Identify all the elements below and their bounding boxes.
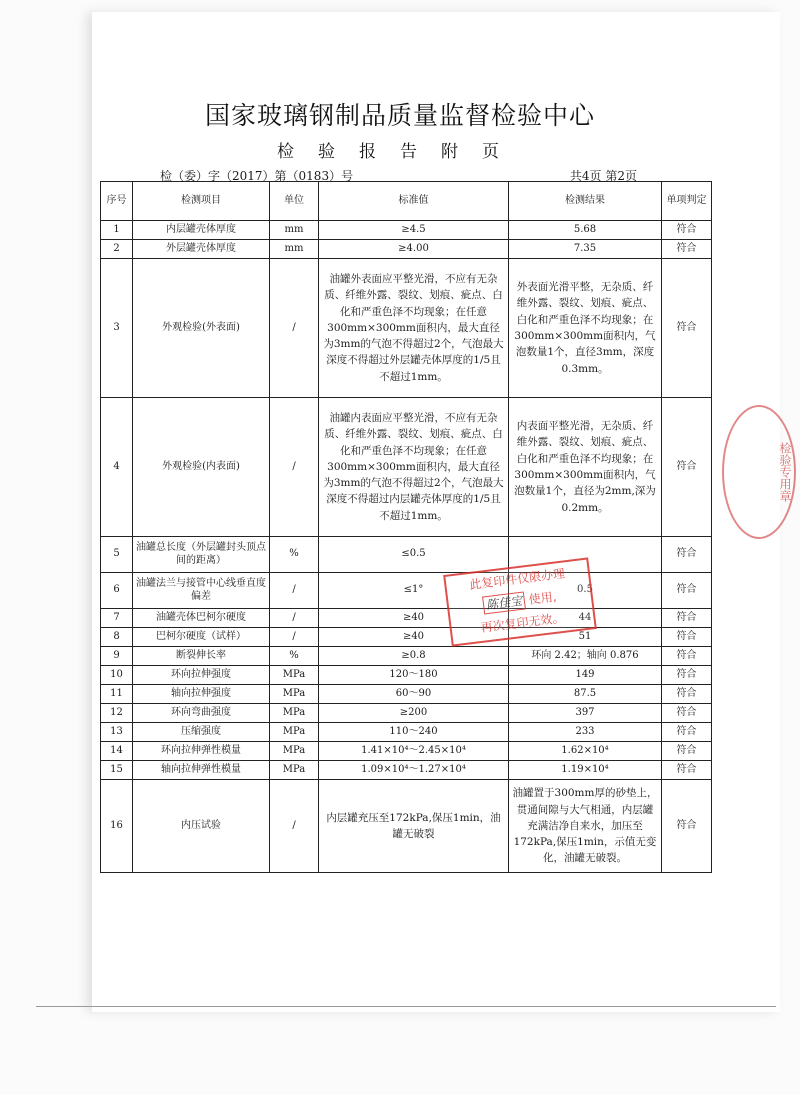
cell-no: 13: [101, 723, 133, 742]
cell-item: 内压试验: [133, 780, 270, 873]
cell-unit: MPa: [270, 761, 319, 780]
table-row: [101, 742, 712, 761]
cell-unit: /: [270, 609, 319, 628]
cell-result: 5.68: [509, 221, 662, 240]
cell-result: 1.19×10⁴: [509, 761, 662, 780]
cell-item: 油罐法兰与接管中心线垂直度偏差: [133, 573, 270, 609]
table-row: [101, 666, 712, 685]
cell-result: 397: [509, 704, 662, 723]
cell-no: 2: [101, 240, 133, 259]
cell-item: 压缩强度: [133, 723, 270, 742]
cell-result: 0.5: [509, 573, 662, 609]
table-row: [101, 704, 712, 723]
cell-verdict: 符合: [662, 761, 712, 780]
cell-standard: ≥200: [319, 704, 509, 723]
cell-result: 149: [509, 666, 662, 685]
cell-result: 内表面平整光滑，无杂质、纤维外露、裂纹、划痕、疵点、白化和严重色泽不均现象；在300mm×300mm面积内，气泡数量1个，直径为2mm,深为0.2mm。: [509, 398, 662, 537]
cell-no: 9: [101, 647, 133, 666]
cell-item: 油罐壳体巴柯尔硬度: [133, 609, 270, 628]
header-cell-unit: 单位: [270, 182, 319, 221]
cell-item: 巴柯尔硬度（试样）: [133, 628, 270, 647]
cell-item: 环向拉伸强度: [133, 666, 270, 685]
header-cell-result: 检测结果: [509, 182, 662, 221]
cell-standard: 120～180: [319, 666, 509, 685]
table-row: [101, 573, 712, 609]
cell-unit: %: [270, 537, 319, 573]
cell-result: 油罐置于300mm厚的砂垫上，贯通间隙与大气相通，内层罐充满洁净自来水，加压至172kPa,保压1min，示值无变化，油罐无破裂。: [509, 780, 662, 873]
table-row: [101, 647, 712, 666]
header-cell-item: 检测项目: [133, 182, 270, 221]
cell-no: 12: [101, 704, 133, 723]
cell-standard: 1.41×10⁴～2.45×10⁴: [319, 742, 509, 761]
cell-item: 油罐总长度（外层罐封头顶点间的距离）: [133, 537, 270, 573]
cell-result: 1.62×10⁴: [509, 742, 662, 761]
cell-result: 44: [509, 609, 662, 628]
page-indicator: 共4页 第2页: [569, 169, 637, 183]
cell-standard: ≥40: [319, 628, 509, 647]
cell-verdict: 符合: [662, 398, 712, 537]
cell-no: 1: [101, 221, 133, 240]
cell-item: 轴向拉伸强度: [133, 685, 270, 704]
cell-unit: /: [270, 780, 319, 873]
cell-standard: 油罐内表面应平整光滑，不应有无杂质、纤维外露、裂纹、划痕、疵点、白化和严重色泽不均现象；在任意300mm×300mm面积内，最大直径为3mm的气泡不得超过2个，气泡最大深度不得超过内层罐壳体厚度的1/5且不超过1mm。: [319, 398, 509, 537]
cell-verdict: 符合: [662, 221, 712, 240]
table-row: [101, 723, 712, 742]
cell-standard: ≤1°: [319, 573, 509, 609]
cell-unit: mm: [270, 221, 319, 240]
cell-verdict: 符合: [662, 723, 712, 742]
cell-no: 14: [101, 742, 133, 761]
cell-verdict: 符合: [662, 609, 712, 628]
report-number: 检（委）字（2017）第（0183）号: [160, 169, 354, 183]
cell-no: 3: [101, 259, 133, 398]
cell-item: 外层罐壳体厚度: [133, 240, 270, 259]
cell-standard: ≤0.5: [319, 537, 509, 573]
header-cell-verdict: 单项判定: [662, 182, 712, 221]
cell-unit: %: [270, 647, 319, 666]
table-row: [101, 685, 712, 704]
cell-no: 6: [101, 573, 133, 609]
cell-unit: /: [270, 573, 319, 609]
cell-unit: MPa: [270, 666, 319, 685]
cell-unit: /: [270, 398, 319, 537]
cell-no: 7: [101, 609, 133, 628]
cell-result: 51: [509, 628, 662, 647]
stamp-signature: 陈佳宝: [482, 591, 526, 614]
cell-result: 外表面光滑平整，无杂质、纤维外露、裂纹、划痕、疵点、白化和严重色泽不均现象；在300mm×300mm面积内，气泡数量1个，直径3mm，深度0.3mm。: [509, 259, 662, 398]
table-row: [101, 537, 712, 573]
cell-standard: ≥40: [319, 609, 509, 628]
cell-no: 16: [101, 780, 133, 873]
cell-no: 10: [101, 666, 133, 685]
cell-no: 4: [101, 398, 133, 537]
side-seal: 检验专用章: [722, 405, 796, 539]
table-row: [101, 609, 712, 628]
cell-verdict: 符合: [662, 685, 712, 704]
table-row: [101, 761, 712, 780]
cell-no: 15: [101, 761, 133, 780]
document-title: 检验报告附页: [277, 142, 523, 162]
inspection-table: [100, 181, 712, 873]
bottom-divider: [36, 1006, 776, 1007]
table-header-row: [101, 182, 712, 221]
institution-title: 国家玻璃钢制品质量监督检验中心: [204, 101, 595, 130]
table-row: [101, 780, 712, 873]
cell-item: 轴向拉伸弹性模量: [133, 761, 270, 780]
table-row: [101, 240, 712, 259]
cell-unit: mm: [270, 240, 319, 259]
cell-verdict: 符合: [662, 666, 712, 685]
cell-item: 外观检验(内表面): [133, 398, 270, 537]
cell-unit: MPa: [270, 723, 319, 742]
cell-result: 87.5: [509, 685, 662, 704]
cell-verdict: 符合: [662, 573, 712, 609]
cell-item: 内层罐壳体厚度: [133, 221, 270, 240]
table-row: [101, 259, 712, 398]
cell-result: 233: [509, 723, 662, 742]
cell-standard: ≥4.5: [319, 221, 509, 240]
cell-verdict: 符合: [662, 628, 712, 647]
cell-unit: /: [270, 259, 319, 398]
table-row: [101, 628, 712, 647]
cell-unit: MPa: [270, 704, 319, 723]
stamp-line-2-suffix: 使用,: [527, 589, 558, 607]
cell-no: 11: [101, 685, 133, 704]
cell-item: 断裂伸长率: [133, 647, 270, 666]
cell-no: 5: [101, 537, 133, 573]
stamp-line-3: 再次复印无效。: [480, 610, 566, 635]
cell-standard: 1.09×10⁴～1.27×10⁴: [319, 761, 509, 780]
cell-no: 8: [101, 628, 133, 647]
cell-unit: /: [270, 628, 319, 647]
cell-result: 环向 2.42；轴向 0.876: [509, 647, 662, 666]
cell-standard: 油罐外表面应平整光滑，不应有无杂质、纤维外露、裂纹、划痕、疵点、白化和严重色泽不均现象；在任意300mm×300mm面积内，最大直径为3mm的气泡不得超过2个，气泡最大深度不得超过外层罐壳体厚度的1/5且不超过1mm。: [319, 259, 509, 398]
cell-item: 环向拉伸弹性模量: [133, 742, 270, 761]
cell-result: 7.35: [509, 240, 662, 259]
cell-standard: ≥4.00: [319, 240, 509, 259]
cell-item: 外观检验(外表面): [133, 259, 270, 398]
cell-verdict: 符合: [662, 259, 712, 398]
cell-verdict: 符合: [662, 240, 712, 259]
cell-verdict: 符合: [662, 647, 712, 666]
cell-standard: 60～90: [319, 685, 509, 704]
cell-verdict: 符合: [662, 780, 712, 873]
cell-unit: MPa: [270, 742, 319, 761]
cell-unit: MPa: [270, 685, 319, 704]
cell-verdict: 符合: [662, 704, 712, 723]
table-row: [101, 221, 712, 240]
cell-standard: 110～240: [319, 723, 509, 742]
cell-verdict: 符合: [662, 742, 712, 761]
cell-standard: 内层罐充压至172kPa,保压1min，油罐无破裂: [319, 780, 509, 873]
table-row: [101, 398, 712, 537]
header-cell-standard: 标准值: [319, 182, 509, 221]
stamp-line-1: 此复印件仅限办理: [468, 566, 566, 592]
header-cell-no: 序号: [101, 182, 133, 221]
cell-item: 环向弯曲强度: [133, 704, 270, 723]
cell-verdict: 符合: [662, 537, 712, 573]
cell-standard: ≥0.8: [319, 647, 509, 666]
